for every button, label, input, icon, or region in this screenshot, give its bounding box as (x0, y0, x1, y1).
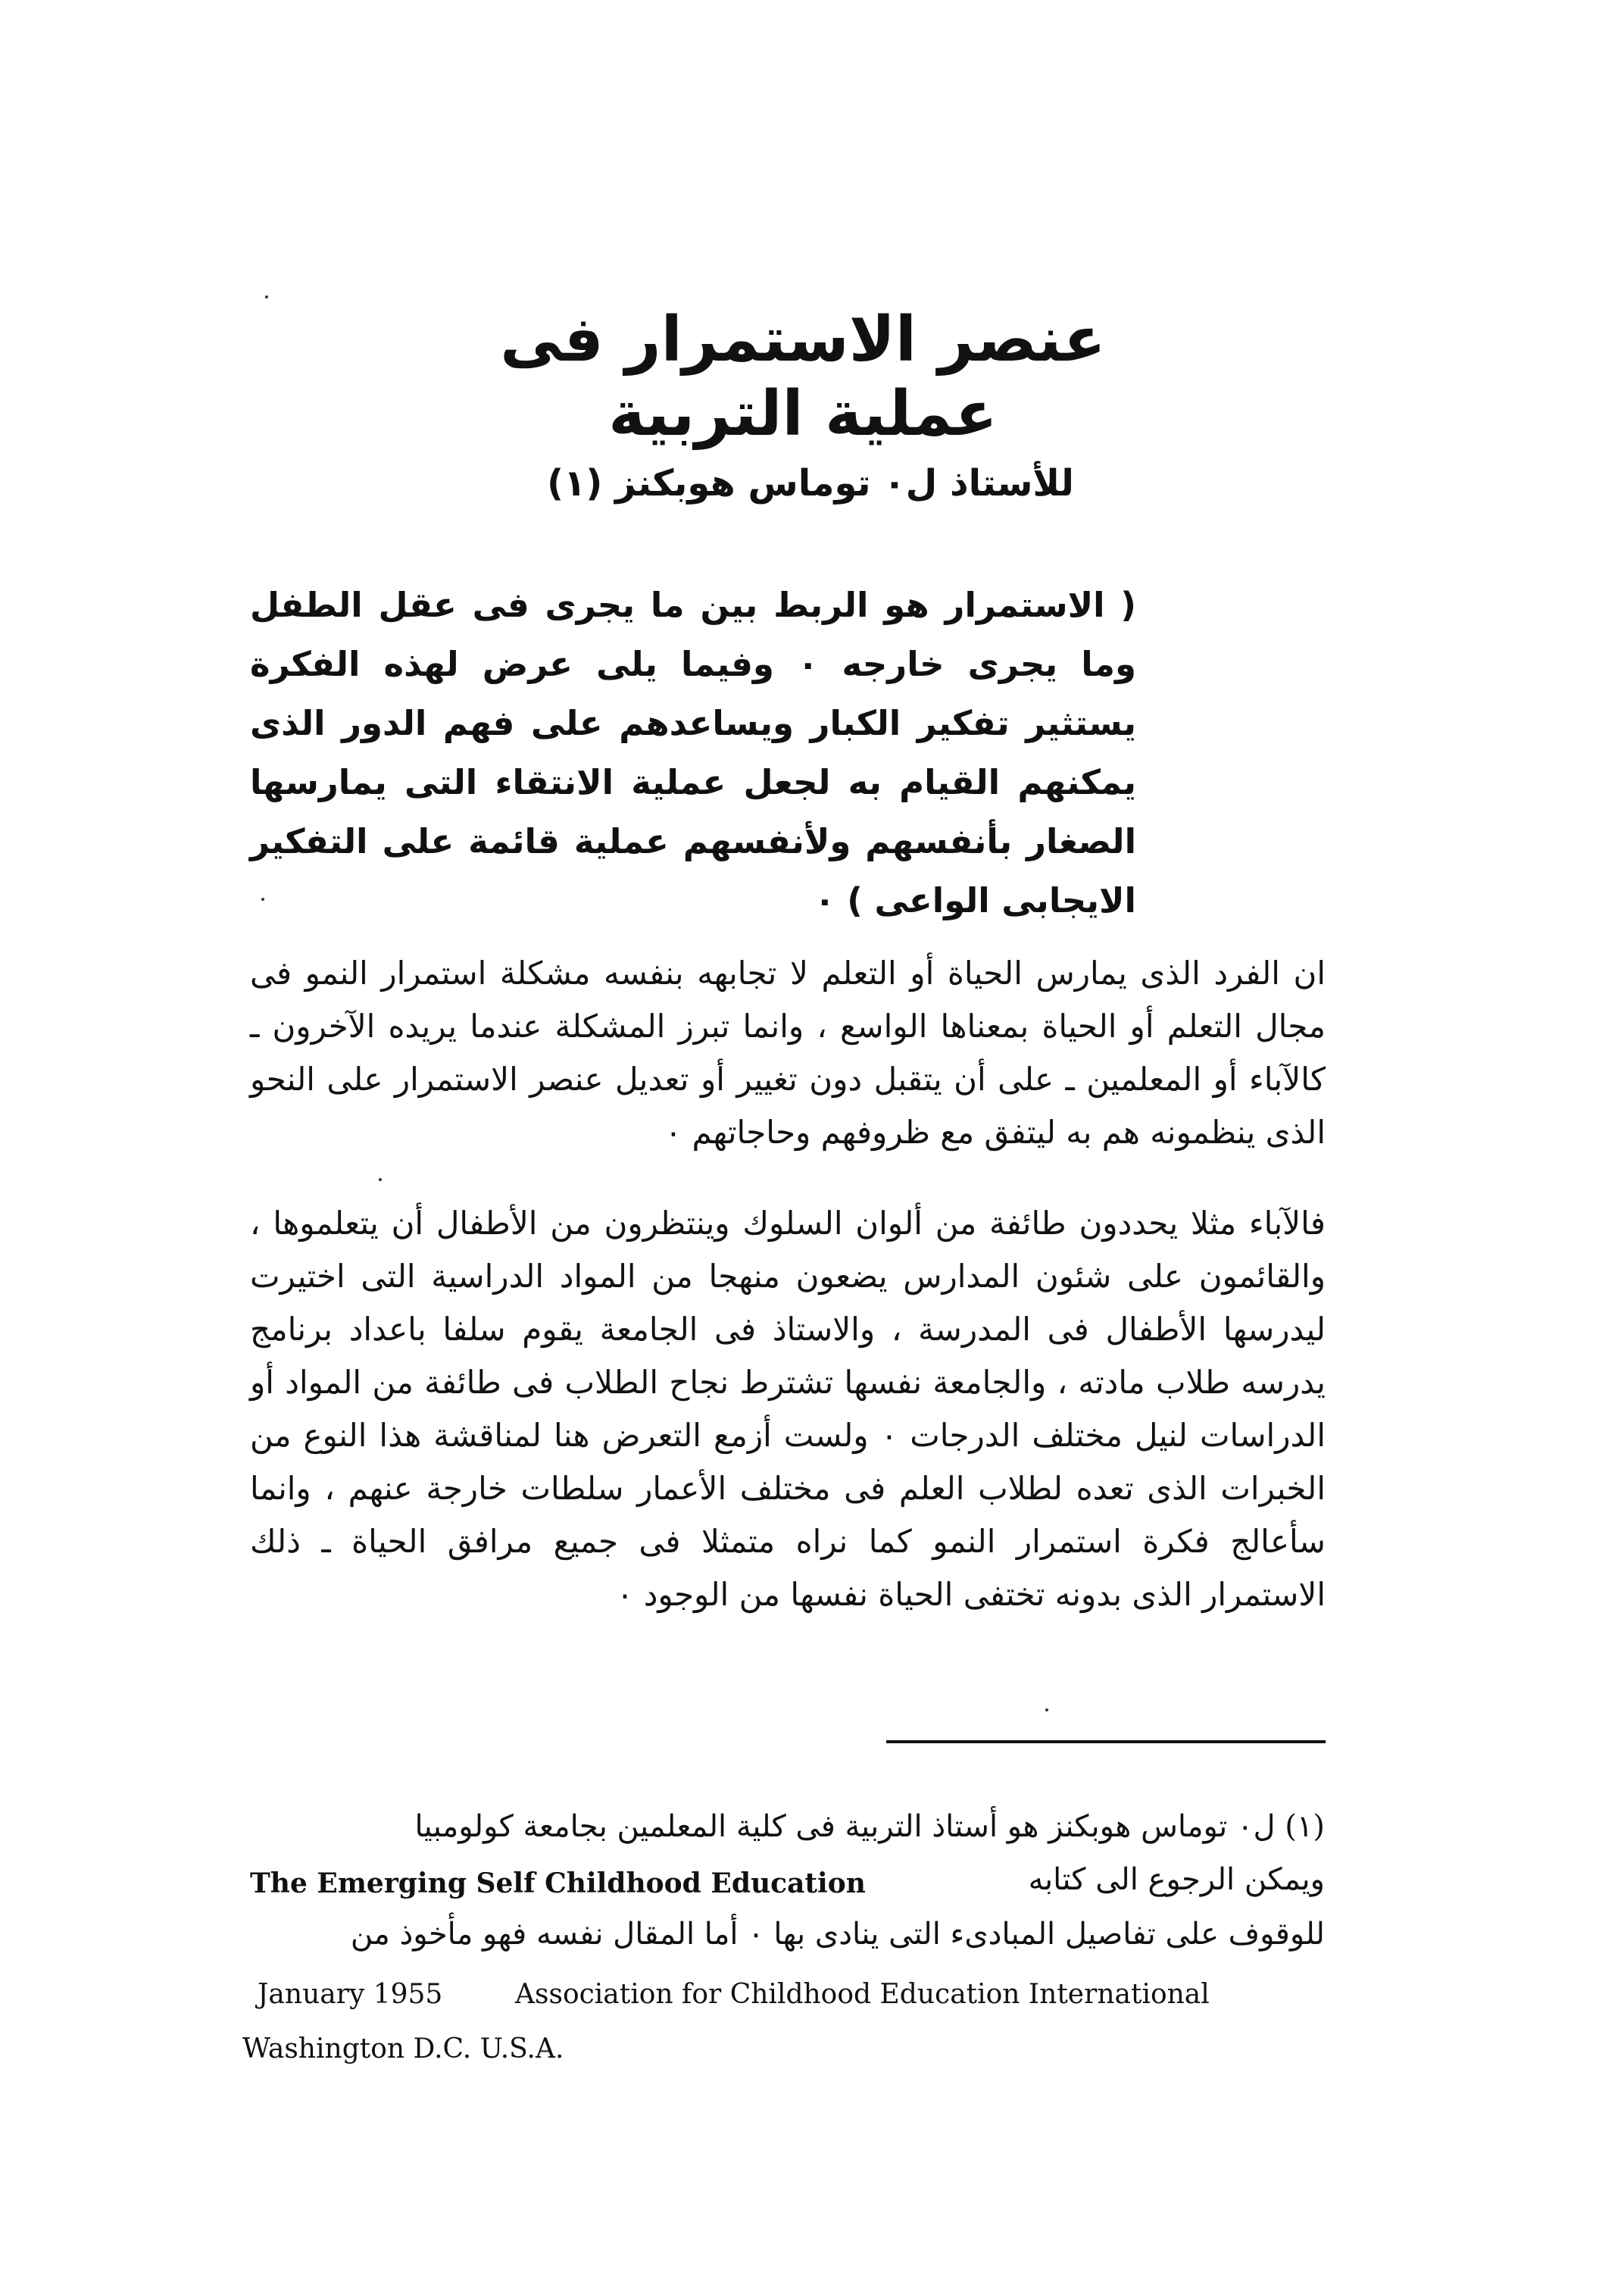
scan-speck (379, 1178, 382, 1181)
scan-speck (265, 295, 268, 298)
scan-speck (261, 898, 264, 901)
article-title: عنصر الاستمرار فى عملية التربية (500, 304, 1106, 451)
article-author: للأستاذ ل٠ توماس هوبكنز (١) (547, 462, 1074, 505)
article-abstract: ( الاستمرار هو الربط بين ما يجرى فى عقل الطفل وما يجرى خارجه ٠ وفيما يلى عرض لهذه الفكرة يستثير تفكير الكبار ويساعدهم على فهم الدور الذى يمكنهم القيام به لجعل عملية الانتقاء التى يمارسها الصغار بأنفسهم ولأنفسهم عملية قائمة على التفكير الايجابى الواعى ) ٠ (250, 585, 1136, 920)
body-paragraph-2: فالآباء مثلا يحددون طائفة من ألوان السلوك وينتظرون من الأطفال أن يتعلموها ، والقائمون على شئون المدارس يضعون منهجا من المواد الدراسية التى اختيرت ليدرسها الأطفال فى المدرسة ، والاستاذ فى الجامعة يقوم سلفا باعداد برنامج يدرسه طلاب مادته ، والجامعة نفسها تشترط نجاح الطلاب فى طائفة من المواد أو الدراسات لنيل مختلف الدرجات ٠ ولست أزمع التعرض هنا لمناقشة هذا النوع من الخبرات الذى تعده لطلاب العلم فى مختلف الأعمار سلطات خارجة عنهم ، وانما سأعالج فكرة استمرار النمو كما نراه متمثلا فى جميع مرافق الحياة ـ ذلك الاستمرار الذى بدونه تختفى الحياة نفسها من الوجود ٠ (250, 1205, 1326, 1613)
footnote-line-1: (١) ل٠ توماس هوبكنز هو أستاذ التربية فى كلية المعلمين بجامعة كولومبيا (414, 1809, 1325, 1844)
footnote-publication-place: Washington D.C. U.S.A. (242, 2033, 564, 2064)
footnote-publisher: Association for Childhood Education International (515, 1979, 1210, 2010)
scan-speck (1045, 1708, 1048, 1711)
footnote-separator (886, 1740, 1326, 1743)
footnote-publication-date: January 1955 (258, 1979, 443, 2010)
body-paragraph-1: ان الفرد الذى يمارس الحياة أو التعلم لا تجابهه بنفسه مشكلة استمرار النمو فى مجال التعلم أو الحياة بمعناها الواسع ، وانما تبرز المشكلة عندما يريده الآخرون ـ كالآباء أو المعلمين ـ على أن يتقبل دون تغيير أو تعديل عنصر الاستمرار على النحو الذى ينظمونه هم به ليتفق مع ظروفهم وحاجاتهم ٠ (250, 955, 1326, 1151)
footnote-line-3: للوقوف على تفاصيل المبادىء التى ينادى بها ٠ أما المقال نفسه فهو مأخوذ من (350, 1917, 1325, 1952)
footnote-book-title: The Emerging Self Childhood Education (250, 1867, 866, 1899)
footnote-line-2: ويمكن الرجوع الى كتابه (1028, 1862, 1325, 1897)
